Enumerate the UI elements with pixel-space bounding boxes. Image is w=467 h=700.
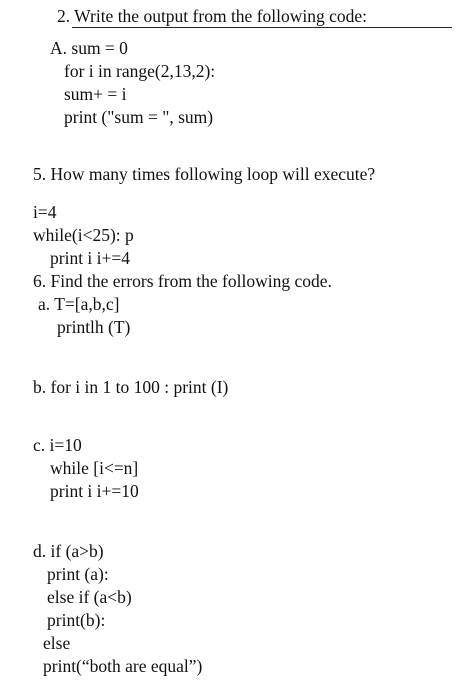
q6-part-d-line-6: print(“both are equal”) bbox=[43, 656, 203, 676]
q6-heading: 6. Find the errors from the following code. bbox=[33, 271, 332, 291]
q5-code-line-1: i=4 bbox=[33, 202, 57, 222]
q6-part-d-line-1: d. if (a>b) bbox=[33, 541, 104, 561]
heading-underline bbox=[72, 27, 452, 28]
q6-part-d-line-5: else bbox=[43, 633, 71, 653]
q6-part-b: b. for i in 1 to 100 : print (I) bbox=[33, 377, 229, 397]
q6-part-c-line-2: while [i<=n] bbox=[50, 458, 139, 478]
q2-code-line-1: for i in range(2,13,2): bbox=[64, 61, 216, 81]
q6-part-c-line-1: c. i=10 bbox=[33, 435, 82, 455]
q6-part-c-line-3: print i i+=10 bbox=[50, 481, 139, 501]
q6-part-a-line-2: printlh (T) bbox=[57, 317, 131, 337]
q5-heading: 5. How many times following loop will execute? bbox=[33, 164, 376, 184]
q2-code-line-2: sum+ = i bbox=[64, 84, 127, 104]
q6-part-d-line-2: print (a): bbox=[47, 564, 109, 584]
q5-code-line-3: print i i+=4 bbox=[50, 248, 131, 268]
q5-code-line-2: while(i<25): p bbox=[33, 225, 134, 245]
q2-part-a-label: A. sum = 0 bbox=[50, 38, 128, 58]
q2-code-line-3: print ("sum = ", sum) bbox=[64, 107, 214, 127]
q6-part-a-line-1: a. T=[a,b,c] bbox=[38, 294, 120, 314]
q2-heading: 2. Write the output from the following code: bbox=[57, 6, 368, 26]
q6-part-d-line-3: else if (a<b) bbox=[47, 587, 132, 607]
q6-part-d-line-4: print(b): bbox=[47, 610, 106, 630]
